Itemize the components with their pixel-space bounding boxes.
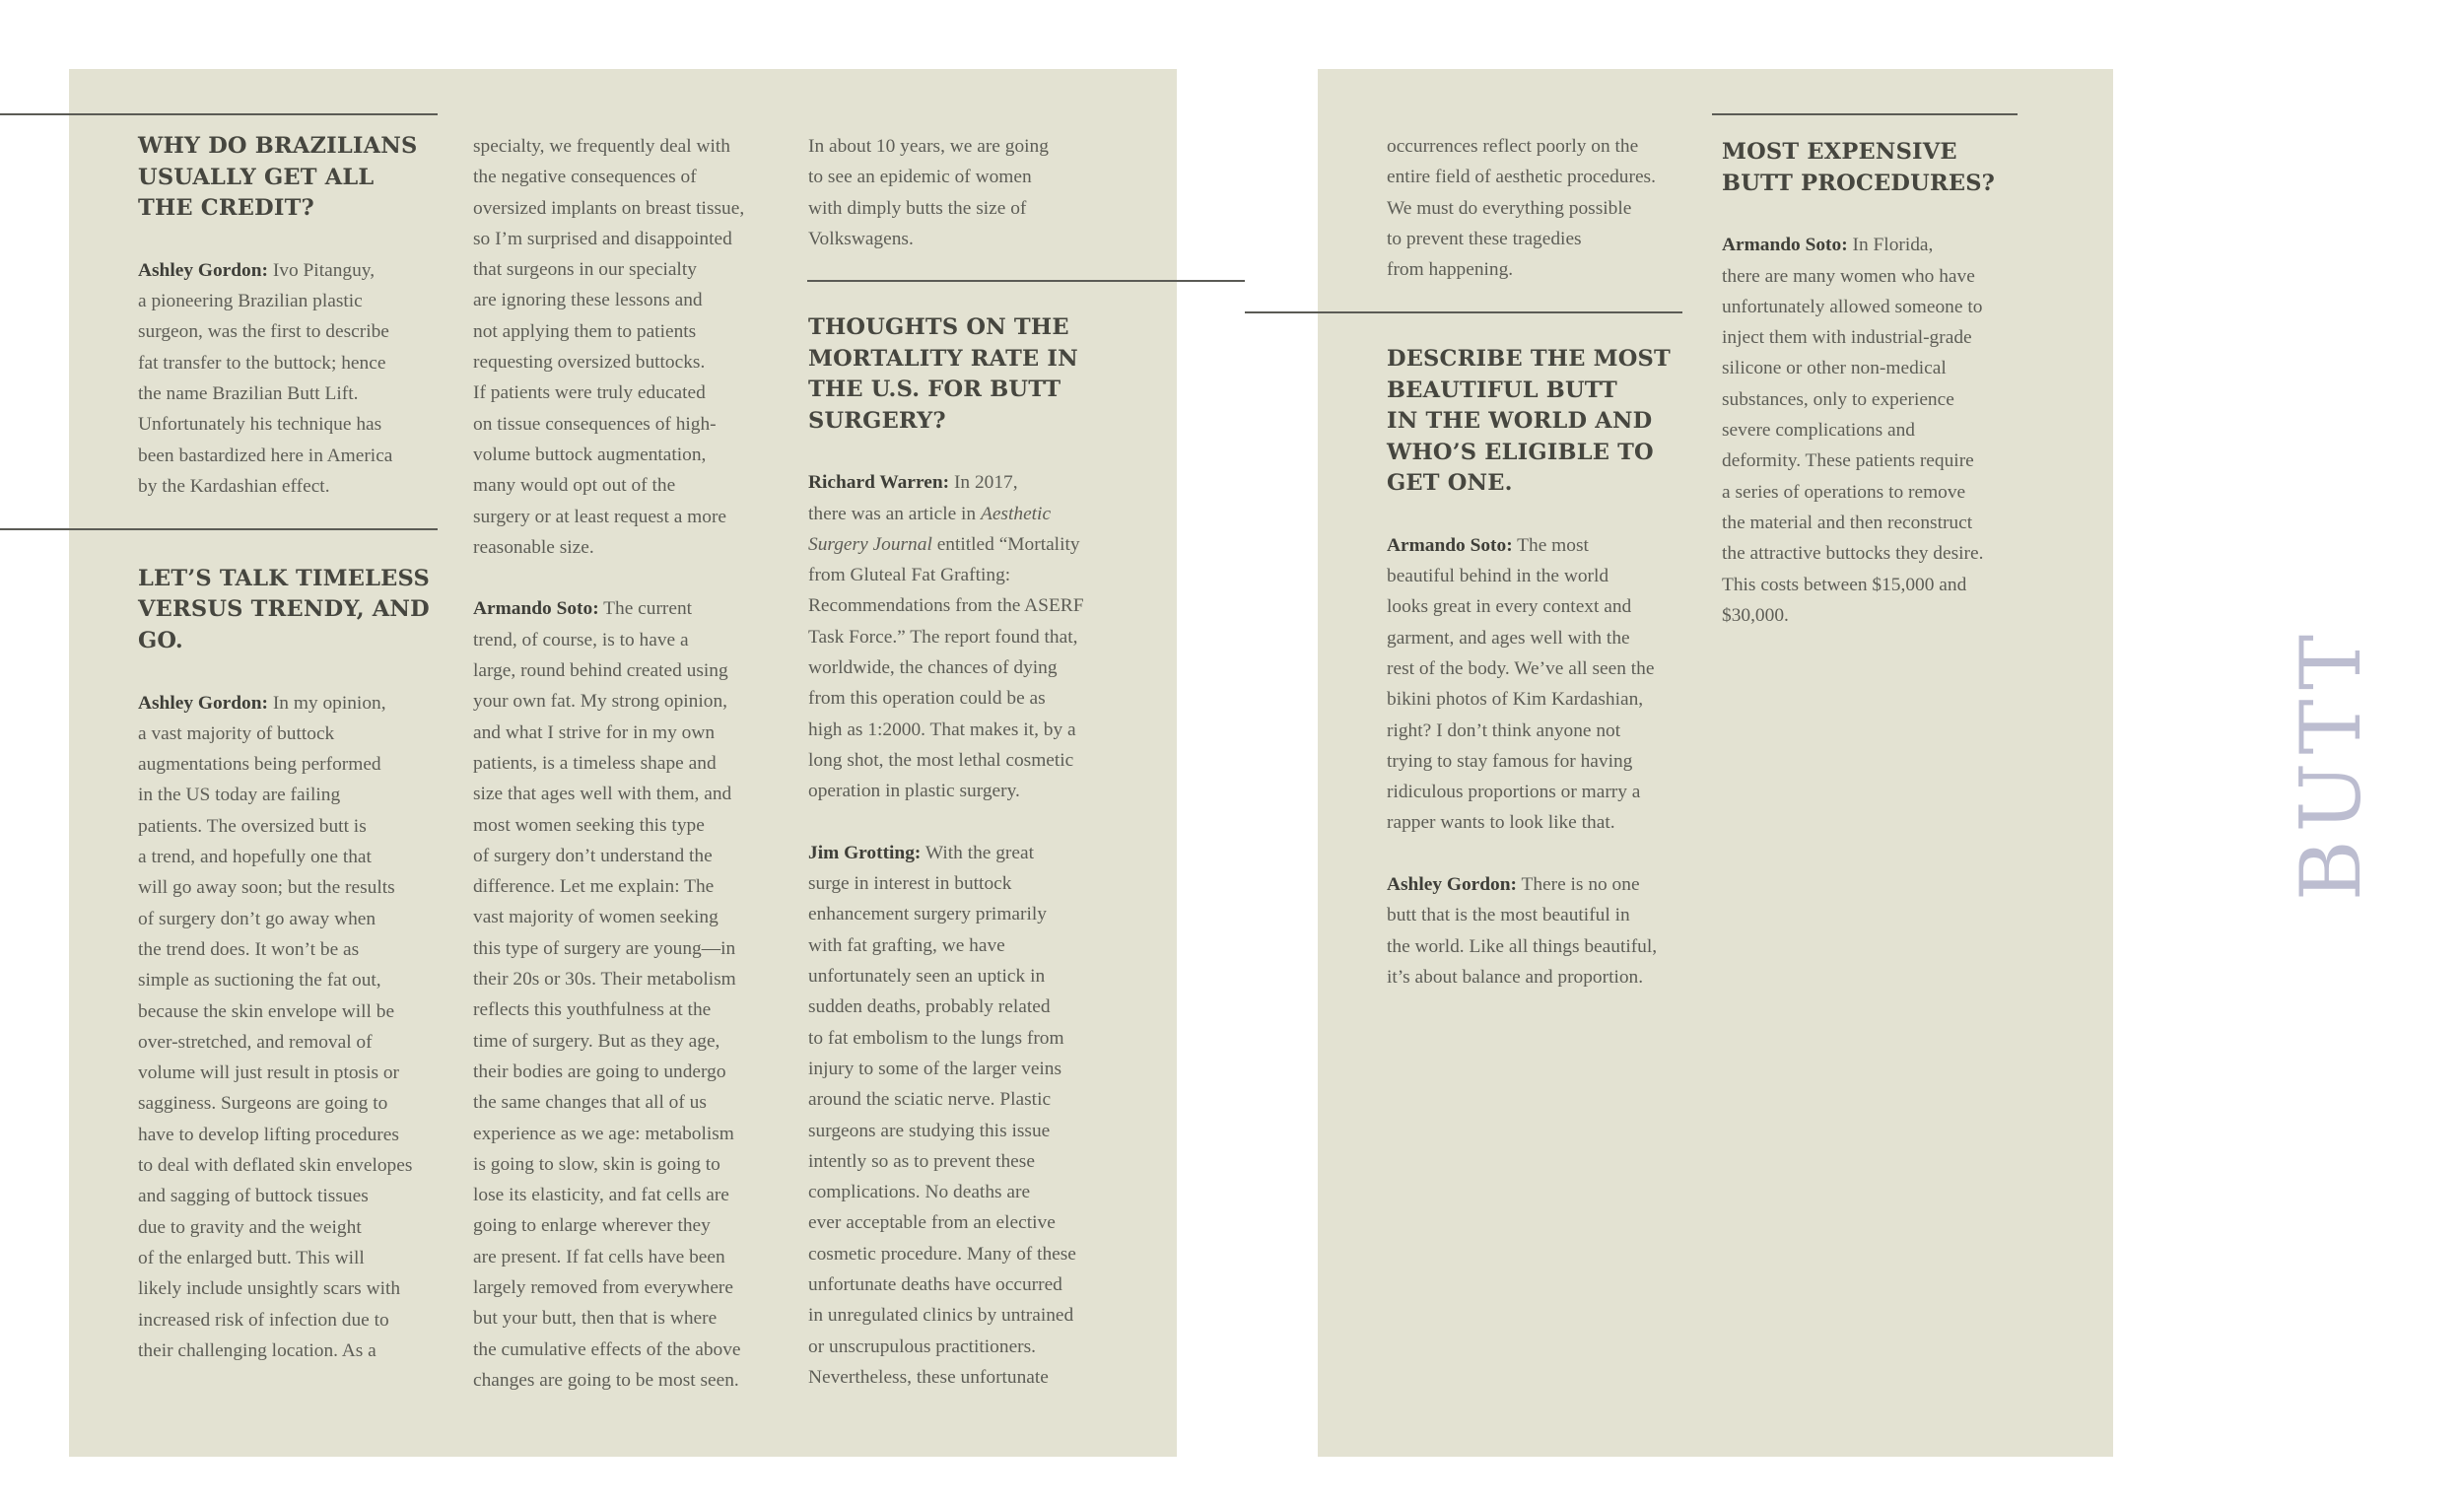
rule-col5-top	[1712, 113, 2018, 115]
answer-armando-soto-3: Armando Soto: In Florida, there are many women who have unfortunately allowed someone to inject them with industrial-grade silicone or other non-medical substances, only to experience severe complications and deformity. These patients require a series of operations to remove the material and then reconstruct the attractive buttocks they desire. This costs between $15,000 and $30,000.	[1722, 235, 1984, 626]
heading-mortality-rate: THOUGHTS ON THE MORTALITY RATE IN THE U.S. FOR BUTT SURGERY?	[808, 314, 1078, 434]
speaker-name: Ashley Gordon:	[138, 259, 268, 281]
speaker-name: Armando Soto:	[473, 598, 599, 620]
journal-title: Aesthetic	[980, 503, 1052, 524]
heading-why-brazilians: WHY DO BRAZILIANS USUALLY GET ALL THE CREDIT?	[138, 133, 418, 221]
column-4	[1387, 131, 1682, 285]
column-5	[1722, 137, 2018, 631]
rule-col1-top	[0, 113, 438, 115]
rule-col4-mid	[1245, 311, 1682, 313]
speaker-name: Armando Soto:	[1722, 235, 1848, 256]
heading-most-expensive: MOST EXPENSIVE BUTT PROCEDURES?	[1722, 139, 1996, 196]
answer-ashley-gordon-1: Ashley Gordon: Ivo Pitanguy, a pioneering Brazilian plastic surgeon, was the first to describe fat transfer to the buttock; hence the name Brazilian Butt Lift. Unfortunately his technique has been bastardized here in America by the Kardashian effect.	[138, 259, 393, 497]
column-4-lower	[1387, 344, 1682, 993]
paragraph-epidemic: In about 10 years, we are going to see an epidemic of women with dimply butts the size of Volkswagens.	[808, 136, 1049, 249]
answer-armando-soto-1: Armando Soto: The current trend, of course, is to have a large, round behind created using your own fat. My strong opinion, and what I strive for in my own patients, is a timeless shape and size that ages well with them, and most women seeking this type of surgery don’t understand the difference. Let me explain: The vast majority of women seeking this type of surgery are young—in their 20s or 30s. Their metabolism reflects this youthfulness at the time of surgery. But as they age, their bodies are going to undergo the same changes that all of us experience as we age: metabolism is going to slow, skin is going to lose its elasticity, and fat cells are going to enlarge wherever they are present. If fat cells have been largely removed from everywhere but your butt, then that is where the cumulative effects of the above changes are going to be most seen.	[473, 598, 741, 1391]
column-3	[808, 131, 1104, 254]
answer-jim-grotting: Jim Grotting: With the great surge in interest in buttock enhancement surgery primarily with fat grafting, we have unfortunately seen an uptick in sudden deaths, probably related to fat embolism to the lungs from injury to some of the larger veins around the sciatic nerve. Plastic surgeons are studying this issue intently so as to prevent these complications. No deaths are ever acceptable from an elective cosmetic procedure. Many of these unfortunate deaths have occurred in unregulated clinics by untrained or unscrupulous practitioners. Nevertheless, these unfortunate	[808, 842, 1076, 1388]
speaker-name: Ashley Gordon:	[1387, 874, 1517, 896]
answer-ashley-gordon-2: Ashley Gordon: In my opinion, a vast majority of buttock augmentations being performed in the US today are failing patients. The oversized butt is a trend, and hopefully one that will go away soon; but the results of surgery don’t go away when the trend does. It won’t be as simple as suctioning the fat out, because the skin envelope will be over-stretched, and removal of volume will just result in ptosis or sagginess. Surgeons are going to have to develop lifting procedures to deal with deflated skin envelopes and sagging of buttock tissues due to gravity and the weight of the enlarged butt. This will likely include unsightly scars with increased risk of infection due to their challenging location. As a	[138, 692, 413, 1361]
speaker-name: Richard Warren:	[808, 472, 950, 494]
speaker-name: Jim Grotting:	[808, 842, 922, 863]
speaker-name: Armando Soto:	[1387, 534, 1513, 556]
answer-ashley-gordon-3: Ashley Gordon: There is no one butt that is the most beautiful in the world. Like all things beautiful, it’s about balance and proportion.	[1387, 874, 1658, 988]
heading-timeless-vs-trendy: LET’S TALK TIMELESS VERSUS TRENDY, AND GO.	[138, 565, 430, 653]
side-section-word	[2283, 626, 2380, 902]
answer-armando-soto-2: Armando Soto: The most beautiful behind in the world looks great in every context and garment, and ages well with the rest of the body. We’ve all seen the bikini photos of Kim Kardashian, right? I don’t think anyone not trying to stay famous for having ridiculous proportions or marry a rapper wants to look like that.	[1387, 534, 1655, 834]
vertical-title: BUTT	[2283, 626, 2380, 902]
column-3-lower	[808, 312, 1104, 1393]
column-1	[138, 131, 434, 1366]
rule-col3-mid	[807, 280, 1245, 282]
journal-title: Surgery Journal	[808, 533, 932, 555]
column-2	[473, 131, 769, 1396]
paragraph-continued: specialty, we frequently deal with the negative consequences of oversized implants on breast tissue, so I’m surprised and disappointed that surgeons in our specialty are ignoring these lessons and not applying them to patients requesting oversized buttocks. If patients were truly educated on tissue consequences of high- volume buttock augmentation, many would opt out of the surgery or at least request a more reasonable size.	[473, 136, 745, 558]
heading-most-beautiful-butt: DESCRIBE THE MOST BEAUTIFUL BUTT IN THE WORLD AND WHO’S ELIGIBLE TO GET ONE.	[1387, 346, 1671, 496]
answer-richard-warren: Richard Warren: In 2017, there was an article in Aesthetic Surgery Journal entitled “Mortality from Gluteal Fat Grafting: Recommendations from the ASERF Task Force.” The report found that, worldwide, the chances of dying from this operation could be as high as 1:2000. That makes it, by a long shot, the most lethal cosmetic operation in plastic surgery.	[808, 472, 1084, 802]
paragraph-continued: occurrences reflect poorly on the entire field of aesthetic procedures. We must do everything possible to prevent these tragedies from happening.	[1387, 136, 1656, 281]
speaker-name: Ashley Gordon:	[138, 692, 268, 714]
